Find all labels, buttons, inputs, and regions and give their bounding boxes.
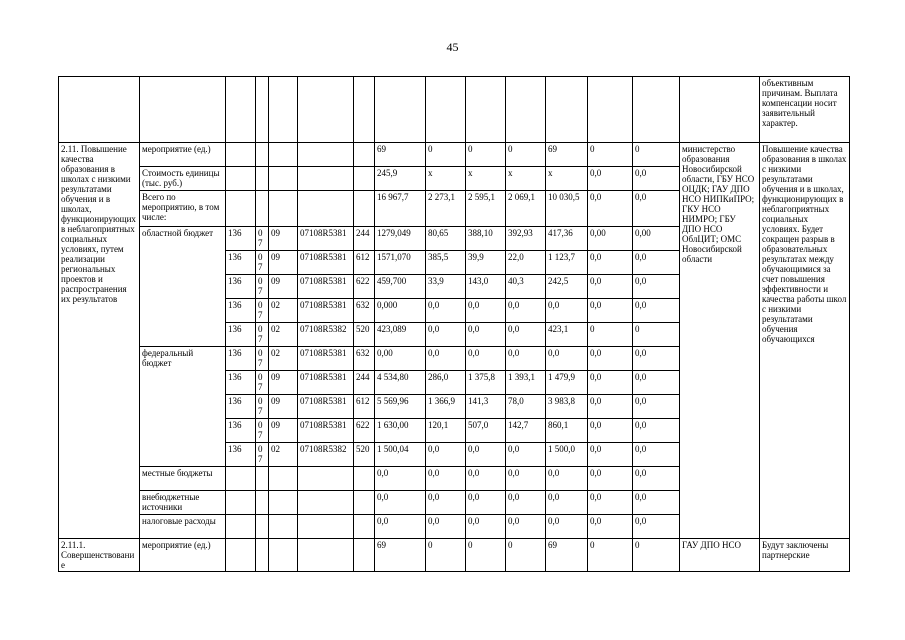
budget-source-label: областной бюджет — [140, 227, 226, 347]
value-cell: 0,0 — [588, 491, 633, 515]
code-cell: 07108R5381 — [298, 395, 354, 419]
value-cell: 459,700 — [375, 275, 426, 299]
value-cell: 0,0 — [588, 347, 633, 371]
value-cell: 22,0 — [506, 251, 546, 275]
value-cell: 0,0 — [466, 299, 506, 323]
value-cell: 40,3 — [506, 275, 546, 299]
code-cell — [256, 491, 269, 515]
executor-cell: ГАУ ДПО НСО — [680, 539, 760, 572]
code-cell: 07108R5381 — [298, 227, 354, 251]
code-cell — [298, 167, 354, 191]
table-row — [59, 539, 850, 572]
value-cell: 0,0 — [426, 323, 466, 347]
value-cell: х — [506, 167, 546, 191]
code-cell: 632 — [354, 347, 375, 371]
value-cell: 0,0 — [426, 491, 466, 515]
code-cell: 244 — [354, 227, 375, 251]
value-cell: 0 — [426, 539, 466, 572]
value-cell: 10 030,5 — [546, 191, 588, 227]
code-cell: 07 — [256, 251, 269, 275]
code-cell — [269, 515, 298, 539]
code-cell: 09 — [269, 227, 298, 251]
value-cell: 0,0 — [588, 299, 633, 323]
result-cell: Повышение качества образования в школах с низкими результатами обучения и в школах, функционирующих в неблагоприятных социальных условиях. Будет сокращен разрыв в образовательных результатах между обучающимися за счет повышения эффективности и качества работы школ с низкими результатами обучения обучающихся — [760, 143, 850, 539]
code-cell: 02 — [269, 347, 298, 371]
value-cell: 16 967,7 — [375, 191, 426, 227]
code-cell: 07 — [256, 299, 269, 323]
value-cell: 1571,070 — [375, 251, 426, 275]
value-cell: 0 — [588, 539, 633, 572]
value-cell: 2 595,1 — [466, 191, 506, 227]
value-cell: 0,0 — [633, 491, 680, 515]
value-cell: 120,1 — [426, 419, 466, 443]
row-label: мероприятие (ед.) — [140, 143, 226, 167]
value-cell: 69 — [546, 539, 588, 572]
code-cell: 09 — [269, 395, 298, 419]
code-cell — [256, 143, 269, 167]
value-cell: 0,0 — [506, 491, 546, 515]
value-cell: 0 — [506, 143, 546, 167]
code-cell: 07108R5381 — [298, 347, 354, 371]
value-cell: 0 — [588, 143, 633, 167]
value-cell: 0,0 — [588, 515, 633, 539]
value-cell: 1 123,7 — [546, 251, 588, 275]
code-cell — [256, 467, 269, 491]
code-cell: 136 — [226, 443, 256, 467]
code-cell: 09 — [269, 251, 298, 275]
code-cell — [256, 167, 269, 191]
value-cell: 0,0 — [506, 443, 546, 467]
value-cell: 2 273,1 — [426, 191, 466, 227]
code-cell — [256, 515, 269, 539]
code-cell: 07108R5381 — [298, 371, 354, 395]
code-cell — [256, 191, 269, 227]
value-cell: 1 375,8 — [466, 371, 506, 395]
value-cell: 860,1 — [546, 419, 588, 443]
section-title: 2.11.1. Совершенствование — [59, 539, 140, 572]
value-cell: 0,0 — [466, 491, 506, 515]
value-cell: 388,10 — [466, 227, 506, 251]
code-cell — [226, 143, 256, 167]
executor-cell: министерство образования Новосибирской области, ГБУ НСО ОЦДК; ГАУ ДПО НСО НИПКиПРО; ГКУ НСО НИМРО; ГБУ ДПО НСО ОблЦИТ; ОМС Новосибирской области — [680, 143, 760, 539]
code-cell: 07 — [256, 347, 269, 371]
value-cell: 242,5 — [546, 275, 588, 299]
code-cell: 07108R5382 — [298, 443, 354, 467]
value-cell: 69 — [375, 143, 426, 167]
code-cell: 02 — [269, 299, 298, 323]
code-cell — [298, 191, 354, 227]
value-cell: 0,0 — [633, 443, 680, 467]
value-cell: 0 — [633, 323, 680, 347]
value-cell: 0,0 — [588, 467, 633, 491]
value-cell: 0,0 — [375, 467, 426, 491]
value-cell: 0 — [466, 143, 506, 167]
value-cell: 3 983,8 — [546, 395, 588, 419]
code-cell — [354, 143, 375, 167]
code-cell — [298, 515, 354, 539]
code-cell: 520 — [354, 323, 375, 347]
code-cell: 244 — [354, 371, 375, 395]
value-cell: 0,0 — [546, 491, 588, 515]
value-cell: 0 — [633, 143, 680, 167]
value-cell: 0,0 — [588, 251, 633, 275]
code-cell: 07 — [256, 419, 269, 443]
code-cell — [354, 467, 375, 491]
budget-source-label: местные бюджеты — [140, 467, 226, 491]
code-cell — [226, 167, 256, 191]
row-label: Всего по мероприятию, в том числе: — [140, 191, 226, 227]
value-cell: 0,0 — [633, 395, 680, 419]
value-cell: 0,00 — [633, 227, 680, 251]
value-cell: 4 534,80 — [375, 371, 426, 395]
value-cell: 0,0 — [633, 167, 680, 191]
value-cell: 0,0 — [375, 515, 426, 539]
code-cell: 02 — [269, 443, 298, 467]
value-cell: 5 569,96 — [375, 395, 426, 419]
code-cell: 136 — [226, 323, 256, 347]
budget-source-label: внебюджетные источники — [140, 491, 226, 515]
value-cell: х — [426, 167, 466, 191]
budget-source-label: федеральный бюджет — [140, 347, 226, 467]
value-cell: 0,0 — [546, 299, 588, 323]
code-cell — [226, 515, 256, 539]
value-cell: 0,0 — [633, 347, 680, 371]
value-cell: 0,0 — [546, 467, 588, 491]
value-cell: 0 — [426, 143, 466, 167]
value-cell: 385,5 — [426, 251, 466, 275]
code-cell: 02 — [269, 323, 298, 347]
value-cell: 0 — [466, 539, 506, 572]
value-cell: х — [466, 167, 506, 191]
value-cell: 0,0 — [466, 323, 506, 347]
value-cell: 0,0 — [506, 467, 546, 491]
value-cell: 69 — [546, 143, 588, 167]
value-cell: 1 500,04 — [375, 443, 426, 467]
value-cell: 0,0 — [506, 347, 546, 371]
value-cell: 69 — [375, 539, 426, 572]
result-note: объективным причинам. Выплата компенсации носит заявительный характер. — [760, 77, 850, 143]
value-cell: 245,9 — [375, 167, 426, 191]
value-cell: 0,0 — [633, 467, 680, 491]
code-cell: 07 — [256, 371, 269, 395]
value-cell: 0,0 — [588, 191, 633, 227]
code-cell: 136 — [226, 347, 256, 371]
value-cell: 0,0 — [633, 299, 680, 323]
value-cell: 0,0 — [506, 299, 546, 323]
value-cell: 0,0 — [588, 167, 633, 191]
section-title: 2.11. Повышение качества образования в школах с низкими результатами обучения и в школах, функционирующих в неблагоприятных социальных условиях, путем реализации региональных проектов и распространения их результатов — [59, 143, 140, 539]
value-cell: 0 — [506, 539, 546, 572]
code-cell: 612 — [354, 395, 375, 419]
code-cell: 07108R5382 — [298, 323, 354, 347]
value-cell: 0,00 — [588, 227, 633, 251]
budget-source-label: налоговые расходы — [140, 515, 226, 539]
table-row — [59, 143, 850, 167]
value-cell: 0 — [588, 323, 633, 347]
code-cell — [269, 143, 298, 167]
value-cell: 0 — [633, 539, 680, 572]
code-cell: 07108R5381 — [298, 299, 354, 323]
value-cell: 0,0 — [426, 467, 466, 491]
code-cell: 07 — [256, 323, 269, 347]
value-cell: 423,089 — [375, 323, 426, 347]
code-cell: 07108R5381 — [298, 275, 354, 299]
code-cell: 07 — [256, 395, 269, 419]
value-cell: 0,0 — [588, 275, 633, 299]
code-cell: 09 — [269, 419, 298, 443]
value-cell: 142,7 — [506, 419, 546, 443]
value-cell: 0,0 — [546, 347, 588, 371]
value-cell: 0,0 — [466, 467, 506, 491]
value-cell: 0,0 — [588, 419, 633, 443]
code-cell — [226, 491, 256, 515]
code-cell — [298, 467, 354, 491]
value-cell: 141,3 — [466, 395, 506, 419]
value-cell: 33,9 — [426, 275, 466, 299]
code-cell — [354, 167, 375, 191]
value-cell: 392,93 — [506, 227, 546, 251]
value-cell: 0,0 — [633, 515, 680, 539]
value-cell: 2 069,1 — [506, 191, 546, 227]
value-cell: 0,0 — [633, 371, 680, 395]
value-cell: 78,0 — [506, 395, 546, 419]
page-number: 45 — [446, 40, 459, 54]
value-cell: 0,0 — [588, 443, 633, 467]
value-cell: 286,0 — [426, 371, 466, 395]
code-cell: 136 — [226, 419, 256, 443]
value-cell: 0,00 — [375, 347, 426, 371]
value-cell: 80,65 — [426, 227, 466, 251]
code-cell: 136 — [226, 299, 256, 323]
code-cell: 136 — [226, 227, 256, 251]
code-cell: 07108R5381 — [298, 251, 354, 275]
code-cell — [226, 539, 256, 572]
row-label: мероприятие (ед.) — [140, 539, 226, 572]
value-cell: 0,0 — [426, 515, 466, 539]
table-row-continuation — [59, 77, 850, 143]
code-cell: 09 — [269, 371, 298, 395]
value-cell: 1 630,00 — [375, 419, 426, 443]
code-cell — [298, 143, 354, 167]
code-cell: 09 — [269, 275, 298, 299]
value-cell: 423,1 — [546, 323, 588, 347]
value-cell: 0,0 — [633, 251, 680, 275]
value-cell: 0,0 — [375, 491, 426, 515]
code-cell — [269, 491, 298, 515]
code-cell: 612 — [354, 251, 375, 275]
value-cell: 0,0 — [633, 275, 680, 299]
code-cell: 136 — [226, 251, 256, 275]
code-cell: 07 — [256, 275, 269, 299]
code-cell — [269, 167, 298, 191]
code-cell: 136 — [226, 275, 256, 299]
code-cell — [226, 191, 256, 227]
value-cell: 0,0 — [426, 299, 466, 323]
value-cell: 0,0 — [426, 347, 466, 371]
value-cell: 0,0 — [633, 419, 680, 443]
code-cell — [269, 467, 298, 491]
result-cell: Будут заключены партнерские — [760, 539, 850, 572]
code-cell — [298, 491, 354, 515]
code-cell: 07108R5381 — [298, 419, 354, 443]
code-cell — [269, 539, 298, 572]
value-cell: 0,000 — [375, 299, 426, 323]
value-cell: 0,0 — [466, 347, 506, 371]
value-cell: 1 479,9 — [546, 371, 588, 395]
value-cell: 0,0 — [588, 371, 633, 395]
value-cell: 0,0 — [546, 515, 588, 539]
code-cell: 07 — [256, 227, 269, 251]
value-cell: 507,0 — [466, 419, 506, 443]
budget-table — [58, 76, 850, 572]
code-cell — [354, 191, 375, 227]
code-cell: 136 — [226, 395, 256, 419]
code-cell: 622 — [354, 275, 375, 299]
code-cell: 520 — [354, 443, 375, 467]
value-cell: 417,36 — [546, 227, 588, 251]
code-cell — [354, 491, 375, 515]
value-cell: 0,0 — [506, 323, 546, 347]
value-cell: х — [546, 167, 588, 191]
value-cell: 143,0 — [466, 275, 506, 299]
value-cell: 1 366,9 — [426, 395, 466, 419]
code-cell — [354, 515, 375, 539]
code-cell: 07 — [256, 443, 269, 467]
value-cell: 0,0 — [633, 191, 680, 227]
code-cell — [256, 539, 269, 572]
code-cell: 622 — [354, 419, 375, 443]
value-cell: 0,0 — [466, 443, 506, 467]
code-cell: 136 — [226, 371, 256, 395]
table-body — [59, 77, 850, 572]
code-cell — [226, 467, 256, 491]
value-cell: 0,0 — [588, 395, 633, 419]
value-cell: 1 393,1 — [506, 371, 546, 395]
code-cell — [269, 191, 298, 227]
code-cell — [298, 539, 354, 572]
value-cell: 1279,049 — [375, 227, 426, 251]
value-cell: 0,0 — [426, 443, 466, 467]
code-cell: 632 — [354, 299, 375, 323]
value-cell: 0,0 — [466, 515, 506, 539]
value-cell: 1 500,0 — [546, 443, 588, 467]
value-cell: 0,0 — [506, 515, 546, 539]
row-label: Стоимость единицы (тыс. руб.) — [140, 167, 226, 191]
value-cell: 39,9 — [466, 251, 506, 275]
code-cell — [354, 539, 375, 572]
